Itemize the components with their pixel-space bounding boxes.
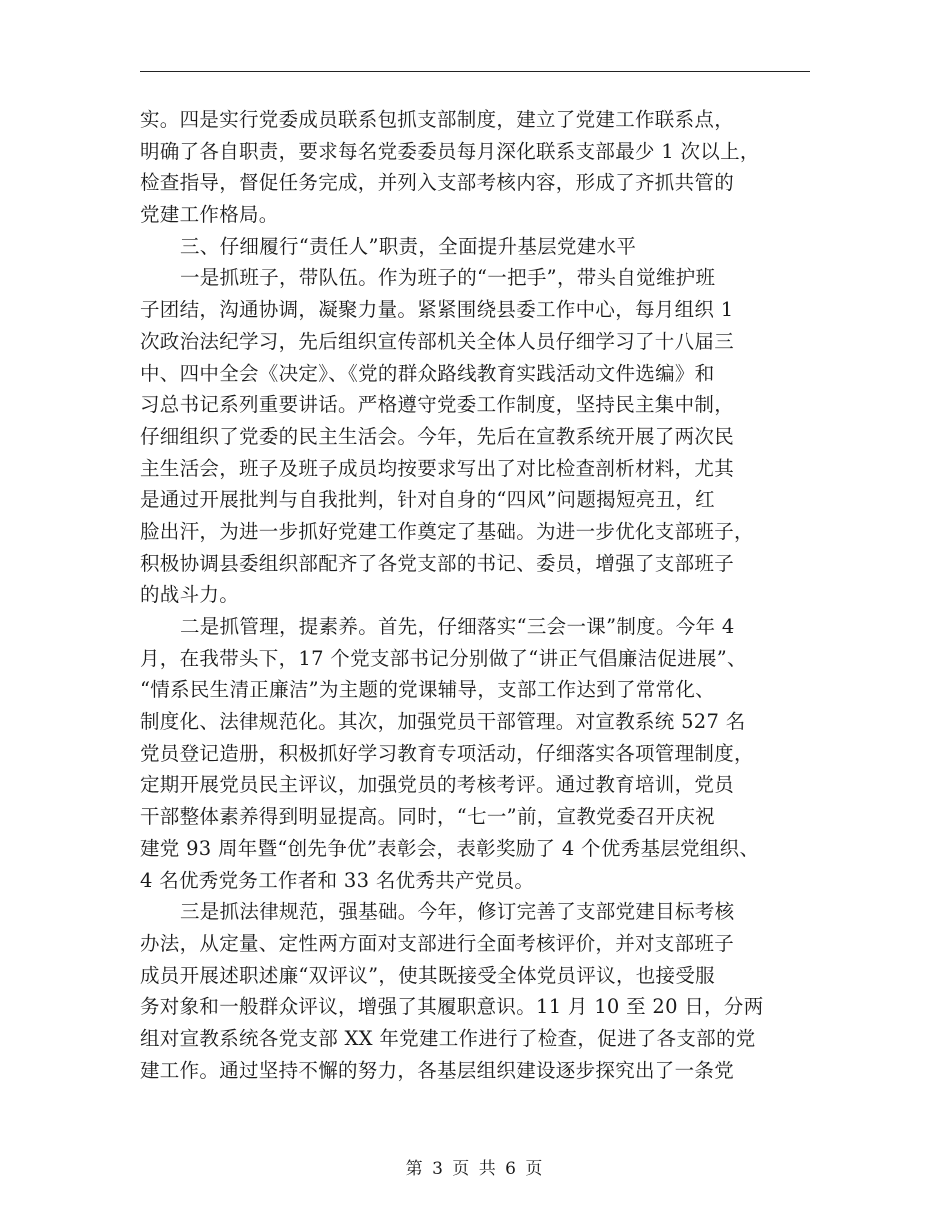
- text-line: 党员登记造册，积极抓好学习教育专项活动，仔细落实各项管理制度，: [140, 741, 754, 765]
- paragraph-start: 一是抓班子，带队伍。作为班子的“一把手”，带头自觉维护班: [180, 266, 716, 290]
- text-line: 党建工作格局。: [140, 203, 279, 227]
- text-line: 是通过开展批判与自我批判，针对自身的“四风”问题揭短亮丑，红: [140, 488, 715, 512]
- text-line: 主生活会，班子及班子成员均按要求写出了对比检查剖析材料，尤其: [140, 456, 735, 480]
- text-line: 建党 93 周年暨“创先争优”表彰会，表彰奖励了 4 个优秀基层党组织、: [140, 836, 760, 860]
- text-line: 中、四中全会《决定》、《党的群众路线教育实践活动文件选编》和: [140, 361, 715, 385]
- text-line: 的战斗力。: [140, 583, 240, 607]
- text-line: 习总书记系列重要讲话。严格遵守党委工作制度，坚持民主集中制，: [140, 393, 735, 417]
- text-line: 组对宣教系统各党支部 XX 年党建工作进行了检查，促进了各支部的党: [140, 1026, 756, 1050]
- paragraph-start: 二是抓管理，提素养。首先，仔细落实“三会一课”制度。今年 4: [180, 615, 735, 638]
- text-line: 实。四是实行党委成员联系包抓支部制度，建立了党建工作联系点，: [140, 108, 735, 131]
- text-line: 积极协调县委组织部配齐了各党支部的书记、委员，增强了支部班子: [140, 551, 735, 575]
- text-line: 干部整体素养得到明显提高。同时，“七一”前，宣教党委召开庆祝: [140, 805, 715, 829]
- text-line: 次政治法纪学习，先后组织宣传部机关全体人员仔细学习了十八届三: [140, 329, 735, 353]
- page-footer: 第 3 页 共 6 页: [405, 1159, 545, 1179]
- text-line: 制度化、法律规范化。其次，加强党员干部管理。对宣教系统 527 名: [140, 710, 746, 734]
- text-line: 明确了各自职责，要求每名党委委员每月深化联系支部最少 1 次以上，: [140, 139, 760, 163]
- text-line: 成员开展述职述廉“双评议”，使其既接受全体党员评议，也接受服: [140, 963, 715, 987]
- text-line: 脸出汗，为进一步抓好党建工作奠定了基础。为进一步优化支部班子，: [140, 519, 754, 543]
- text-line: “情系民生清正廉洁”为主题的党课辅导，支部工作达到了常常化、: [140, 678, 715, 702]
- text-line: 仔细组织了党委的民主生活会。今年，先后在宣教系统开展了两次民: [140, 424, 735, 448]
- text-line: 建工作。通过坚持不懈的努力，各基层组织建设逐步探究出了一条党: [140, 1058, 735, 1082]
- text-line: 务对象和一般群众评议，增强了其履职意识。11 月 10 至 20 日，分两: [140, 995, 764, 1019]
- text-line: 月，在我带头下，17 个党支部书记分别做了“讲正气倡廉洁促进展”、: [140, 646, 747, 670]
- text-line: 4 名优秀党务工作者和 33 名优秀共产党员。: [140, 868, 535, 892]
- paragraph-start: 三是抓法律规范，强基础。今年，修订完善了支部党建目标考核: [180, 900, 735, 924]
- document-body: [140, 104, 820, 1086]
- section-heading: 三、仔细履行“责任人”职责，全面提升基层党建水平: [180, 234, 637, 258]
- text-line: 定期开展党员民主评议，加强党员的考核考评。通过教育培训，党员: [140, 773, 735, 797]
- text-line: 办法，从定量、定性两方面对支部进行全面考核评价，并对支部班子: [140, 931, 735, 955]
- text-line: 子团结，沟通协调，凝聚力量。紧紧围绕县委工作中心，每月组织 1: [140, 298, 734, 322]
- header-rule: [140, 71, 810, 72]
- text-line: 检查指导，督促任务完成，并列入支部考核内容，形成了齐抓共管的: [140, 171, 735, 195]
